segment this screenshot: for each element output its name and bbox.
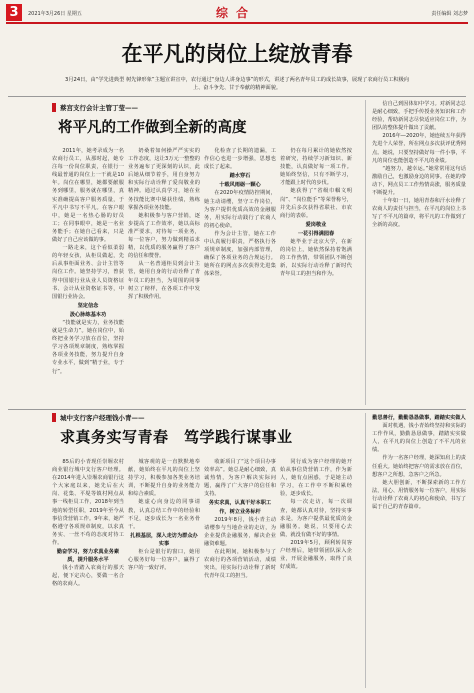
paragraph: 在此期间，她积极参与了农商行的各项营销活动，成绩突出，用实际行动诠释了新时代青年员工的担当。: [204, 549, 276, 580]
story1-column-1: [52, 147, 124, 405]
paragraph: 她毕业于北京大学，在新的岗位上，她依然保持着饱满的工作热情，带领团队不断创新，以实际行动诠释了新时代青年员工的担当和作为。: [280, 239, 352, 278]
paragraph: “技能就是实力，业务技能就是生命力”。她在岗位中，始终把业务学习放在首位，坚持学习各项规章制度，熟练掌握各项业务技能，努力提升自身专业水平，做到“精于业，专于行”。: [52, 319, 124, 375]
subheading: 扎根基层，深入走访为群众办实事: [130, 532, 198, 547]
paragraph: 十年如一日，她用青春和汗水诠释了农商人的责任与担当，在平凡的岗位上书写了不平凡的篇章，将平凡的工作做到了全新的高度。: [372, 198, 466, 229]
paragraph: “越努力，越幸运。”她常常用这句话激励自己，也激励身边的同事。在她的带动下，网点员工工作热情高涨，服务质量不断提升。: [372, 165, 466, 197]
paragraph: 奶桑着如何操严严实实的工作态度，这让3万元一整整的业务遍布了更深刻的认识，此后她从细节着手，用自身努力和实际行动诠释了爱岗敬业的精神。通过认真学习，她在业务技能比赛中屡获佳绩，熟练掌握各项业务技能。: [128, 148, 200, 211]
story1-column-3: [204, 147, 276, 405]
story2-column-4: [280, 458, 352, 688]
paragraph: 她获得了“省级巾帼文明岗”、“岗位能手”等荣誉称号，并先后多次获得省联社、市农商行的表彰。: [280, 188, 352, 219]
paragraph: 2019年8月，钱小青主动请缨参与当地企业的走访，为企业提供金融服务，解决企业融资难题。: [204, 516, 276, 547]
story2-title: 求真务实写青春 笃学践行谋事业: [60, 428, 293, 446]
story1-column-2: [128, 147, 200, 405]
story1-title: 将平凡的工作做到全新的高度: [58, 120, 247, 136]
paragraph: 2019年5月，顾利转岗客户经理后，她带领团队深入企业，开展金融服务，取得了良好成效。: [280, 539, 352, 571]
paragraph: 一路走来，这个看似柔弱的年轻女孩，从柜员做起，先后从事柜面业务、会计主管等岗位工作。她坚持学习，曾获得中国银行业从业人员资格证书、会计从业资格证书等，中国银行业协会。: [52, 245, 124, 300]
subheading: 一花引得满园春: [297, 230, 335, 237]
paragraph: 钱小青踏入农商行的那天起，便下定决心，要做一名合格的农商人。: [52, 565, 124, 588]
paragraph: 作为一名客户经理，她深知肩上的责任重大。她始终把客户的需求放在首位，想客户之所想，急客户之所急。: [372, 455, 466, 478]
story2-column-1: [52, 458, 124, 688]
subheading: 务实求真，认真干好本职工作，树立业务标杆: [208, 500, 272, 515]
subheading: 勤思善行，勤勤恳恳做事，踏踏实实做人: [372, 415, 466, 421]
paragraph: 城客观的是一直默默地奉献，她始终在平凡的岗位上坚持学习，积极参加各类业务培训，不断提升自身的业务能力和综合素质。: [128, 459, 200, 498]
story2-column-5: [372, 413, 466, 688]
paragraph: 2016年—2020年，她连续五年获得先进个人荣誉，所在网点多次获评优秀网点。她说，只要坚持做好每一件小事，平凡的岗位也能创造不平凡的业绩。: [372, 133, 466, 164]
lead-divider: [8, 96, 466, 97]
subheading: 坚定信念: [77, 302, 99, 309]
editor-credit: 责任编辑 刘志梦: [431, 11, 468, 17]
story1-kicker: 蔡宫支行会计主管丁莹——: [60, 104, 138, 112]
story1-column-5: [372, 100, 466, 405]
paragraph: 信自己到因体如中学习。对新同志总是耐心细致，手把手传授业务知识和工作经验，帮助新同志尽快适应岗位工作，为团队的整体提升做出了贡献。: [372, 101, 466, 132]
issue-date: 2021年3月26日 星期五: [28, 11, 82, 17]
story2-kicker: 城中支行客户经理钱小青——: [60, 414, 145, 422]
page-number: 3: [6, 4, 22, 21]
subheading: 爱岗敬业: [305, 221, 327, 228]
header-rule: [6, 22, 468, 24]
subheading: 十载风雨砺一颗心: [219, 182, 261, 189]
paragraph: 仍在每月累计的她依然按着研究，持续学习新知识、新技能，认真做好每一项工作。她始终坚信，只有不断学习，才能跟上时代的步伐。: [280, 148, 352, 187]
subheading: 勤奋学习，努力求真业务素质，提升服务水平: [56, 549, 120, 564]
paragraph: 每一次走访，每一次调查，她都认真对待，坚持实事求是，为客户提供最优质的金融服务。她说，只要用心去做，就没有做不好的事情。: [280, 499, 352, 538]
paragraph: 面对机遇，钱小青始终坚持和实际的工作作风，勤勤恳恳做事，踏踏实实做人，在平凡的岗位上创造了不平凡的业绩。: [372, 423, 466, 454]
paragraph: 她虚心向身边的同事请教，认真总结工作中的经验和不足，逐步成长为一名业务骨干。: [128, 499, 200, 530]
main-headline: 在平凡的岗位上绽放青春: [121, 41, 353, 66]
story2-column-2: [128, 458, 200, 688]
column-rule: [365, 100, 366, 405]
paragraph: 她大胆创新，不断探索新的工作方法，用心、用情服务每一位客户，用实际行动诠释了农商人的初心和使命，书写了属于自己的青春篇章。: [372, 479, 466, 511]
kicker-bar: [52, 413, 56, 422]
paragraph: 85后的小青现任崇堰农村商业银行城中支行客户经理。在2014年进入崇堰农商银行这个大家庭以来，她先后在大岗、花集、平堤等镇村网点从事一线柜员工作，2018年到当地的转型任职，2019年至今从事信贷营销工作。9年来，她严格遵守各项规章制度，以求真务实、一丝不苟的态度对待工作。: [52, 459, 124, 546]
paragraph: 从一名普通柜员到会计主管，她用自身的行动诠释了青年员工的担当，为周围的同事树立了榜样，在各项工作中发挥了积极作用。: [128, 261, 200, 300]
paragraph: 在2020年疫情防控期间，她主动请缨，坚守工作岗位，为客户提供优质高效的金融服务，用实际行动践行了农商人的初心使命。: [204, 190, 276, 229]
paragraph: 2011年，她考录成为一名农商行员工，从那时起，她专注每一份岗位职责，在银行一线最普通的岗位上一干就是10年。岗位在哪里，她都要献服务到哪里，服务就在哪里，真实准确提高客户服务质量，于平凡中书写不平凡。在客户眼中，她是一名热心肠的好员工；在同事眼中，她是一名业务能手；在她自己看来，只是做好了自己应该做的事。: [52, 148, 124, 244]
page-header: [6, 6, 468, 20]
story2-column-3: [204, 458, 276, 688]
paragraph: 同行成为客户经理的她开始从事信贷营销工作，作为新人，她有点困惑，于是她主动学习，在工作中不断积累经验，逐步成长。: [280, 459, 352, 498]
section-name: 综合: [216, 6, 257, 20]
paragraph: 收新项目了“这个项目办事效率高”。她总是耐心细致，真诚热情，为客户解决实际问题，赢得了广大客户的信任和支持。: [204, 459, 276, 498]
column-rule: [365, 413, 366, 688]
lead-paragraph: 3月24日，由“学先进典型 树先锋形象”主题宣讲宣中，农行通过“身边人讲身边事”的形式，讲述了两名青年员工的成长故事，展现了农商行员工积极向上、奋斗争先、甘于奉献的精神面貌。: [65, 77, 409, 91]
story-divider: [8, 409, 466, 410]
subheading: 踏水穿石: [229, 173, 251, 180]
story1-column-4: [280, 147, 352, 405]
paragraph: 化检查了长期的遗漏，工作信心也进一步增强，思想也成长了起来。: [204, 148, 276, 171]
subheading: 汲心脉练基本功: [69, 311, 107, 318]
paragraph: 柜台是银行的窗口，她用心服务好每一位客户，赢得了客户的一致好评。: [128, 549, 200, 572]
kicker-bar: [52, 103, 56, 112]
paragraph: 作为会计主管，她在工作中认真履行职责，严格执行各项规章制度，加强内部管理，确保了各项业务的合规运行。她所在的网点多次获得先进集体荣誉。: [204, 230, 276, 278]
paragraph: 她积极参与客户营销，逐步提高了工作效率，她以高标准严要求，对待每一项业务，每一位客户，努力做到精益求精，以优质的服务赢得了客户的信任和赞誉。: [128, 212, 200, 260]
